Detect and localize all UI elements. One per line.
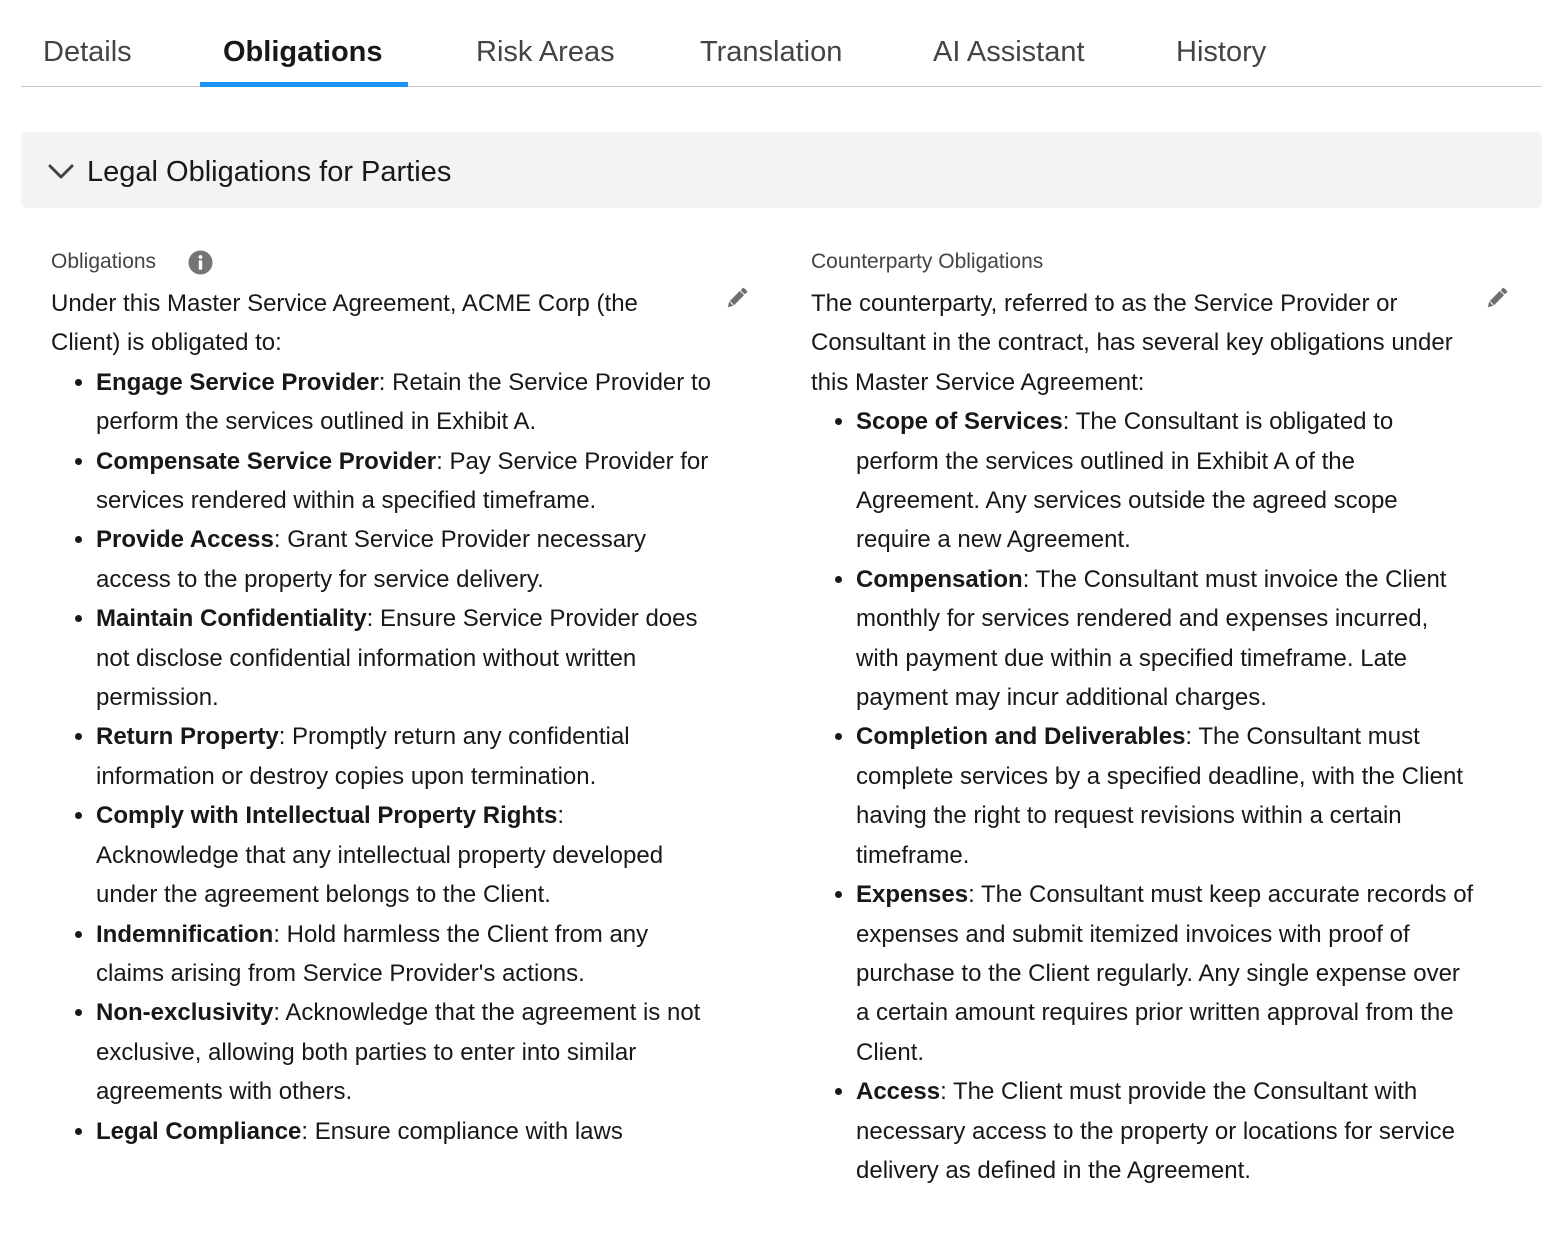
obligations-intro: Under this Master Service Agreement, ACME Corp (the Client) is obligated to: [51,290,638,357]
obligations-list [51,363,711,1151]
item-term: Non-exclusivity [96,999,274,1027]
list-item [856,560,1476,718]
item-term: Compensation [856,565,1023,593]
tab-details[interactable]: Details [43,36,132,68]
counterparty-obligations-intro: The counterparty, referred to as the Service Provider or Consultant in the contract, has several key obligations under this Master Service Agreement: [811,290,1453,396]
list-item [856,717,1476,875]
list-item [96,915,711,994]
item-term: Maintain Confidentiality [96,605,367,633]
list-item [96,599,711,717]
item-text: : The Consultant must invoice the Client monthly for services rendered and expenses incurred, with payment due within a specified timeframe. Late payment may incur additional charges. [856,565,1447,712]
list-item [96,520,711,599]
edit-counterparty-obligations-pencil-icon[interactable] [1483,284,1511,312]
item-term: Return Property [96,723,279,751]
item-text: : Acknowledge that any intellectual property developed under the agreement belongs to the Client. [96,802,664,909]
section-header-legal-obligations[interactable] [21,132,1542,208]
list-item [96,363,711,442]
item-text: : The Consultant must complete services by a specified deadline, with the Client having the right to request revisions within a certain timeframe. [856,723,1463,869]
item-text: : Pay Service Provider for services rendered within a specified timeframe. [96,447,709,515]
item-term: Completion and Deliverables [856,723,1186,751]
chevron-down-icon[interactable] [46,156,76,186]
item-term: Engage Service Provider [96,368,379,396]
active-tab-indicator [200,82,408,87]
item-text: : The Consultant must keep accurate records of expenses and submit itemized invoices with proof of purchase to the Client regularly. Any single expense over a certain amount requires prior written approval from the Client. [856,881,1474,1066]
item-text: : Grant Service Provider necessary access to the property for service delivery. [96,526,647,593]
list-item [96,1112,711,1151]
tab-obligations[interactable]: Obligations [223,36,383,68]
item-term: Compensate Service Provider [96,447,437,475]
counterparty-obligations-list [811,402,1476,1190]
item-text: : Retain the Service Provider to perform the services outlined in Exhibit A. [96,368,711,436]
item-term: Comply with Intellectual Property Rights [96,802,558,830]
edit-obligations-pencil-icon[interactable] [723,284,751,312]
list-item [856,402,1476,560]
list-item [96,442,711,521]
item-text: : Acknowledge that the agreement is not exclusive, allowing both parties to enter into similar agreements with others. [96,999,701,1106]
tab-ai-assistant[interactable]: AI Assistant [933,36,1085,68]
list-item [856,1072,1476,1190]
list-item [96,993,711,1111]
tab-translation[interactable]: Translation [700,36,843,68]
list-item [96,717,711,796]
item-text: : Hold harmless the Client from any claims arising from Service Provider's actions. [96,920,649,987]
item-text: : Ensure compliance with laws [301,1117,623,1145]
tab-history[interactable]: History [1176,36,1267,68]
item-term: Provide Access [96,526,274,554]
item-text: : The Client must provide the Consultant with necessary access to the property or locations for service delivery as defined in the Agreement. [856,1078,1455,1184]
section-title: Legal Obligations for Parties [87,156,452,188]
item-text: : Ensure Service Provider does not disclose confidential information without written permission. [96,605,698,712]
item-term: Indemnification [96,920,274,948]
item-text: : Promptly return any confidential information or destroy copies upon termination. [96,723,630,790]
counterparty-obligations-label: Counterparty Obligations [811,250,1044,273]
info-icon[interactable] [188,250,213,275]
tab-bar [21,0,1542,87]
item-term: Legal Compliance [96,1117,302,1145]
tab-risk-areas[interactable]: Risk Areas [476,36,615,68]
item-term: Access [856,1078,941,1106]
obligations-field-value [51,284,711,1151]
item-term: Expenses [856,881,969,909]
counterparty-obligations-field-value [811,284,1476,1190]
item-term: Scope of Services [856,408,1063,436]
list-item [856,875,1476,1072]
obligations-label: Obligations [51,250,157,273]
item-text: : The Consultant is obligated to perform the services outlined in Exhibit A of the Agreement. Any services outside the agreed scope require a new Agreement. [856,408,1398,554]
list-item [96,796,711,914]
